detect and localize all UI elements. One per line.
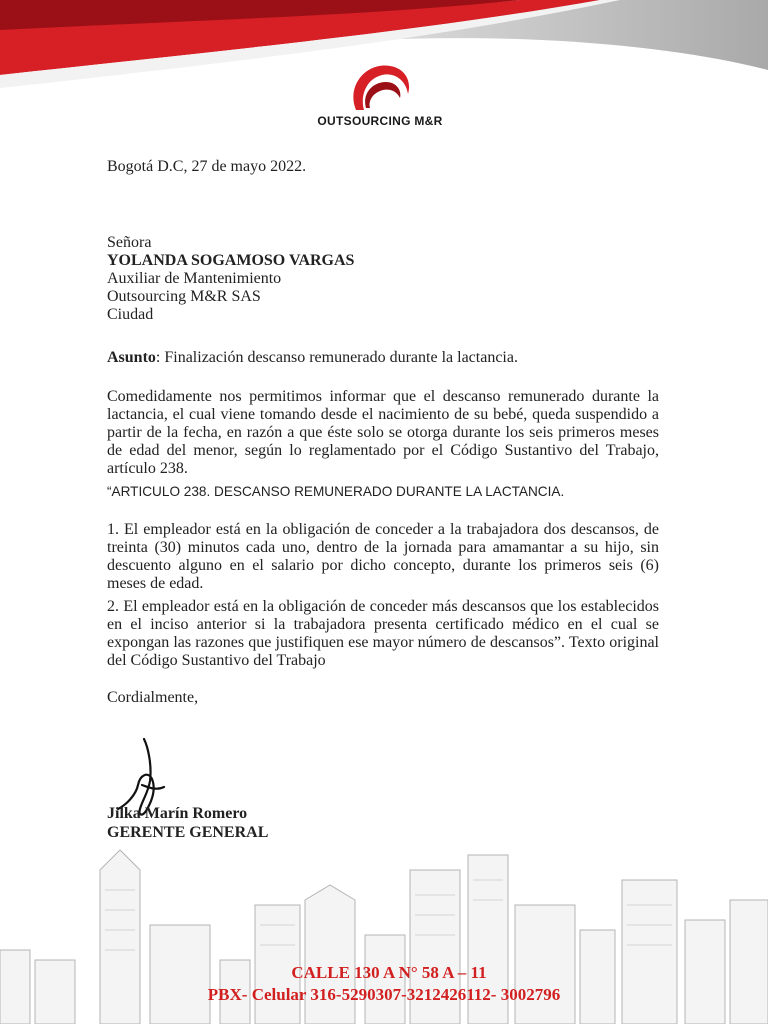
article-point-2: 2. El empleador está en la obligación de conceder más descansos que los establecidos en el inciso anterior si la trabajadora presenta certificado médico en el cual se expongan las razones que justifiquen ese mayor número de descansos”. Texto original del Código Sustantivo del Trabajo xyxy=(107,598,659,669)
recipient-name: YOLANDA SOGAMOSO VARGAS xyxy=(107,252,355,269)
signer-name: Jilka Marín Romero xyxy=(107,805,248,822)
subject-label: Asunto xyxy=(107,349,156,366)
letter-closing: Cordialmente, xyxy=(107,689,199,706)
recipient-position: Auxiliar de Mantenimiento xyxy=(107,270,282,287)
article-quote-title: “ARTICULO 238. DESCANSO REMUNERADO DURANTE LA LACTANCIA. xyxy=(107,484,565,499)
recipient-city: Ciudad xyxy=(107,306,154,323)
signer-block xyxy=(107,804,268,842)
footer-phones: PBX- Celular 316-5290307-3212426112- 3002796 xyxy=(207,985,561,1004)
recipient-company: Outsourcing M&R SAS xyxy=(107,288,261,305)
letter-body-paragraph: Comedidamente nos permitimos informar que el descanso remunerado durante la lactancia, el cual viene tomando desde el nacimiento de su bebé, queda suspendido a partir de la fecha, en razón a que éste solo se otorga durante los seis primeros meses de edad del menor, según lo reglamentado por el Código Sustantivo del Trabajo, artículo 238. xyxy=(107,388,659,477)
recipient-block xyxy=(107,234,354,324)
footer-address: CALLE 130 A N° 58 A – 11 xyxy=(291,963,487,982)
signer-title: GERENTE GENERAL xyxy=(107,824,269,841)
subject-text: : Finalización descanso remunerado durante la lactancia. xyxy=(155,349,518,366)
recipient-salutation: Señora xyxy=(107,234,152,251)
subject-line xyxy=(107,349,659,367)
company-logo-text: OUTSOURCING M&R xyxy=(317,114,443,128)
article-point-1: 1. El empleador está en la obligación de conceder a la trabajadora dos descansos, de treinta (30) minutos cada uno, dentro de la jornada para amamantar a su hijo, sin descuento alguno en el salario por dicho concepto, durante los primeros seis (6) meses de edad. xyxy=(107,521,659,592)
footer-contact xyxy=(0,962,768,1006)
letter-date: Bogotá D.C, 27 de mayo 2022. xyxy=(107,158,307,175)
